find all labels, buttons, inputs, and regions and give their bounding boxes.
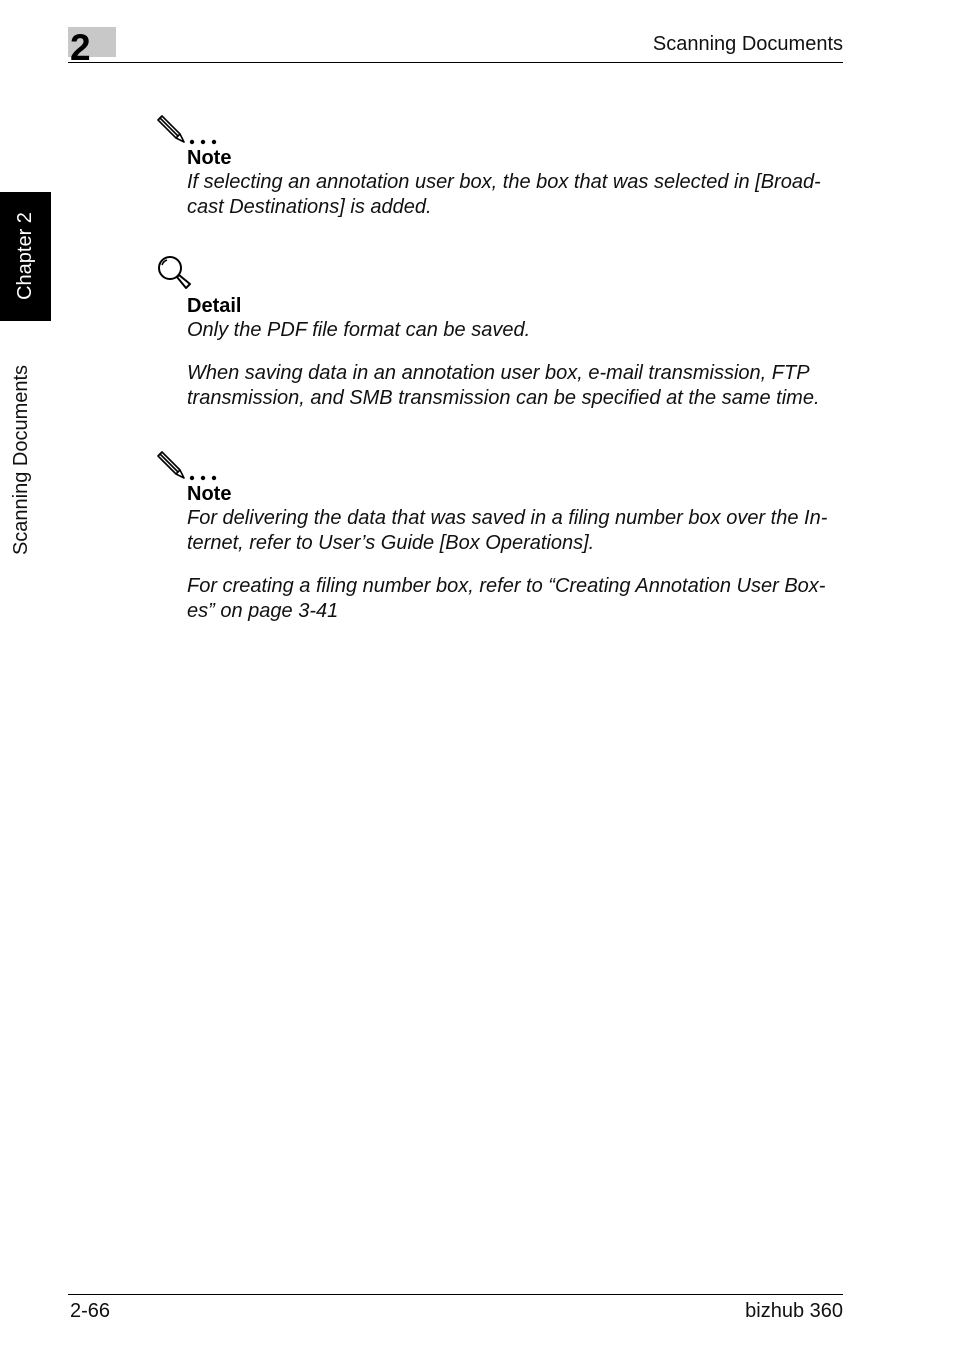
note-text: If selecting an annotation user box, the box that was selected in [Broad-cast Destinations] is added. (187, 171, 821, 218)
detail-text-1: Only the PDF file format can be saved. (187, 319, 531, 341)
header-divider (68, 62, 843, 63)
pencil-note-icon (156, 112, 222, 146)
pencil-note-icon (156, 448, 222, 482)
detail-text-2: When saving data in an annotation user box, e-mail transmission, FTP transmission, and SMB transmission can be specified at the same time. (187, 362, 820, 409)
note-block-2 (156, 448, 856, 624)
footer-divider (68, 1294, 843, 1295)
note-text-2a: For delivering the data that was saved in a filing number box over the In-ternet, refer to User’s Guide [Box Operations]. (187, 507, 828, 554)
note-text-2b: For creating a filing number box, refer to “Creating Annotation User Box-es” on page 3-41 (187, 575, 826, 622)
note-block (156, 112, 856, 220)
detail-heading: Detail (187, 295, 242, 317)
note-heading-2: Note (187, 483, 232, 505)
running-header-title: Scanning Documents (652, 33, 843, 55)
chapter-side-tab-label: Chapter 2 (14, 212, 36, 300)
chapter-number: 2 (70, 27, 91, 68)
section-side-label: Scanning Documents (10, 364, 32, 556)
detail-block (156, 254, 856, 411)
magnifier-icon (156, 254, 196, 294)
product-name: bizhub 360 (745, 1300, 843, 1322)
note-heading: Note (187, 147, 232, 169)
page-number: 2-66 (70, 1300, 111, 1322)
